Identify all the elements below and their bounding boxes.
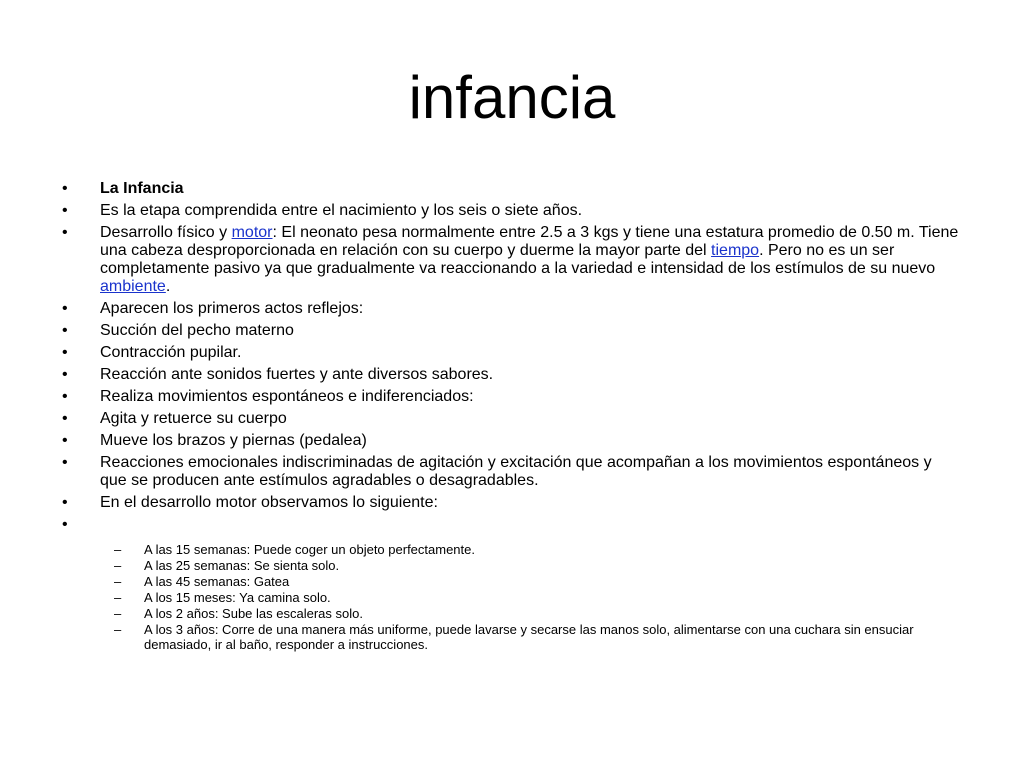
bullet-icon: •	[62, 432, 68, 449]
bullet-text: En el desarrollo motor observamos lo siguiente:	[100, 494, 438, 511]
bullet-icon: •	[62, 494, 68, 511]
sub-bullet-text: A los 2 años: Sube las escaleras solo.	[144, 606, 363, 621]
bullet-text: Contracción pupilar.	[100, 344, 242, 361]
list-item	[62, 432, 962, 450]
bullet-icon: •	[62, 366, 68, 383]
bullet-text: Reacción ante sonidos fuertes y ante diversos sabores.	[100, 366, 494, 383]
bullet-text	[100, 516, 104, 533]
sub-bullet-text: A los 3 años: Corre de una manera más uniforme, puede lavarse y secarse las manos solo, alimentarse con una cuchara sin ensuciar demasiado, ir al baño, responder a instrucciones.	[144, 622, 914, 652]
bullet-text: Realiza movimientos espontáneos e indiferenciados:	[100, 388, 474, 405]
text-fragment: .	[165, 278, 171, 295]
sub-bullet-text: A las 45 semanas: Gatea	[144, 574, 290, 589]
bullet-icon: •	[62, 516, 68, 533]
slide-body	[62, 180, 962, 653]
sub-list-item	[62, 590, 962, 605]
bullet-text: Es la etapa comprendida entre el nacimiento y los seis o siete años.	[100, 202, 583, 219]
list-item	[62, 180, 962, 198]
sub-list-item	[62, 542, 962, 557]
list-item	[62, 344, 962, 362]
list-item-empty	[62, 516, 962, 534]
link-tiempo[interactable]: tiempo	[711, 242, 760, 259]
bullet-text: Reacciones emocionales indiscriminadas de agitación y excitación que acompañan a los movimientos espontáneos y que se producen ante estímulos agradables o desagradables.	[100, 454, 932, 489]
dash-icon: –	[114, 574, 122, 589]
dash-icon: –	[114, 590, 122, 605]
dash-icon: –	[114, 622, 122, 637]
list-item	[62, 388, 962, 406]
list-item	[62, 202, 962, 220]
sub-bullet-text: A los 15 meses: Ya camina solo.	[144, 590, 331, 605]
bullet-icon: •	[62, 388, 68, 405]
sub-list-item	[62, 574, 962, 589]
bullet-icon: •	[62, 344, 68, 361]
sub-list-item	[62, 622, 962, 652]
bullet-text: Aparecen los primeros actos reflejos:	[100, 300, 364, 317]
bullet-icon: •	[62, 300, 68, 317]
bullet-text: Mueve los brazos y piernas (pedalea)	[100, 432, 367, 449]
dash-icon: –	[114, 606, 122, 621]
link-motor[interactable]: motor	[231, 224, 273, 241]
bullet-icon: •	[62, 224, 68, 241]
list-item	[62, 322, 962, 340]
dash-icon: –	[114, 542, 122, 557]
link-ambiente[interactable]: ambiente	[100, 278, 166, 295]
list-item	[62, 410, 962, 428]
text-fragment: : El neonato pesa normalmente entre 2.5 a 3 kgs y tiene una estatura promedio de 0.50 m. Tiene una cabeza desproporcionada en relación con su cuerpo y duerme la mayor parte del	[100, 224, 959, 259]
sub-list-item	[62, 558, 962, 573]
bullet-icon: •	[62, 410, 68, 427]
list-item	[62, 454, 962, 490]
text-fragment: Desarrollo físico y	[100, 224, 232, 241]
dash-icon: –	[114, 558, 122, 573]
bullet-icon: •	[62, 180, 68, 197]
sub-bullet-text: A las 15 semanas: Puede coger un objeto perfectamente.	[144, 542, 475, 557]
bullet-icon: •	[62, 454, 68, 471]
list-item	[62, 300, 962, 318]
bullet-icon: •	[62, 322, 68, 339]
list-item	[62, 224, 962, 296]
sub-list-item	[62, 606, 962, 621]
slide-title: infancia	[408, 64, 616, 131]
list-item	[62, 366, 962, 384]
bullet-text: Agita y retuerce su cuerpo	[100, 410, 287, 427]
bullet-text	[100, 224, 958, 295]
bullet-icon: •	[62, 202, 68, 219]
sub-bullet-text: A las 25 semanas: Se sienta solo.	[144, 558, 340, 573]
bullet-text: La Infancia	[100, 180, 184, 197]
text-fragment: . Pero no es un ser completamente pasivo ya que gradualmente va reaccionando a la variedad e intensidad de los estímulos de su nuevo	[100, 242, 936, 277]
list-item	[62, 494, 962, 512]
bullet-text: Succión del pecho materno	[100, 322, 294, 339]
